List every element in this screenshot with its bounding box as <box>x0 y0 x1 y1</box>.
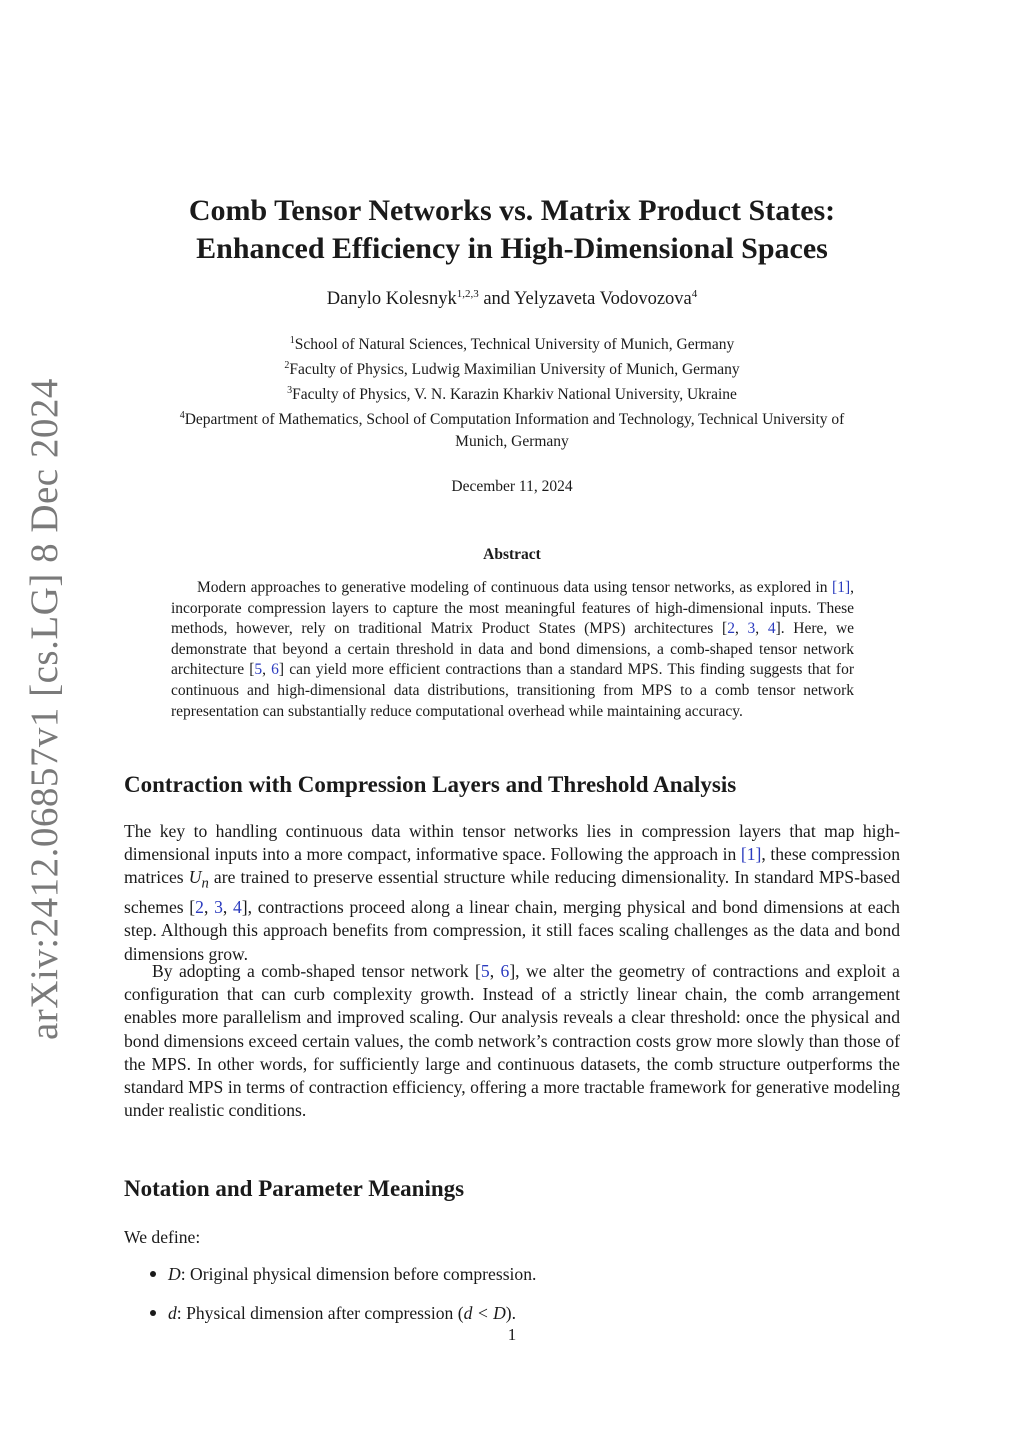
title-line-1: Comb Tensor Networks vs. Matrix Product States: <box>188 194 836 227</box>
abstract-text: ]. Here, we demonstrate that beyond a certain threshold in data and bond dimensions, a comb-shaped tensor network architecture [ <box>171 620 855 679</box>
affiliation <box>155 355 869 380</box>
paragraph-text: ], we alter the geometry of contractions and exploit a configuration that can curb complexity growth. Instead of a strictly linear chain, the comb arrangement enables more parallelism and improved scaling. Our analysis reveals a clear threshold: once the physical and bond dimensions exceed certain values, the comb network’s contraction costs grow more slowly than those of the MPS. In other words, for sufficiently large and continuous datasets, the comb structure outperforms the standard MPS in terms of contraction efficiency, offering a more tractable framework for generative modeling under realistic conditions. <box>124 961 900 1121</box>
citation-link[interactable]: 5 <box>254 661 263 679</box>
bullet-icon <box>150 1310 156 1316</box>
affiliation <box>155 330 869 355</box>
paragraph-text: are trained to preserve essential structure while reducing dimensionality. In standard MPS-based schemes [ <box>124 867 900 918</box>
citation-link[interactable]: 2 <box>195 897 204 918</box>
affiliation-list <box>155 330 869 452</box>
abstract-heading: Abstract <box>483 546 541 563</box>
author-name: Yelyzaveta Vodovozova <box>513 289 692 310</box>
citation-link[interactable]: 4 <box>767 620 776 638</box>
affiliation-mark: 2 <box>284 360 290 372</box>
body-paragraph <box>124 820 900 966</box>
citation-link[interactable]: 4 <box>232 897 242 918</box>
body-paragraph: We define: <box>124 1227 201 1247</box>
citation-separator: , <box>755 620 768 638</box>
title-line-2: Enhanced Efficiency in High-Dimensional Spaces <box>196 232 828 265</box>
publication-date: December 11, 2024 <box>451 478 573 495</box>
citation-separator: , <box>203 897 215 918</box>
citation-link[interactable]: 6 <box>271 661 279 679</box>
list-item <box>150 1264 536 1285</box>
citation-link[interactable]: 2 <box>727 620 735 638</box>
affiliation <box>155 405 869 451</box>
math-symbol: D <box>168 1264 181 1284</box>
list-item-text: ). <box>505 1303 517 1323</box>
abstract-body <box>171 578 854 722</box>
affiliation-text: Faculty of Physics, Ludwig Maximilian University of Munich, Germany <box>289 361 740 379</box>
bullet-icon <box>150 1271 156 1277</box>
citation-separator: , <box>222 897 233 918</box>
math-subscript: n <box>201 875 209 892</box>
citation-link[interactable]: 6 <box>500 961 510 981</box>
paragraph-text: By adopting a comb-shaped tensor network [ <box>152 961 481 981</box>
citation-link[interactable]: 3 <box>214 897 223 918</box>
affiliation-text: School of Natural Sciences, Technical University of Munich, Germany <box>294 336 735 354</box>
affiliation-text: Faculty of Physics, V. N. Karazin Kharkiv National University, Ukraine <box>292 386 737 404</box>
affiliation-mark: 3 <box>287 385 293 397</box>
affiliation-mark: 1 <box>289 335 295 346</box>
affiliation <box>155 380 869 405</box>
citation-separator: , <box>262 661 272 679</box>
abstract-text: Modern approaches to generative modeling of continuous data using tensor networks, as explored in <box>197 579 833 596</box>
abstract-text: , incorporate compression layers to capture the most meaningful features of high-dimensional inputs. These methods, however, rely on traditional Matrix Product States (MPS) architectures [ <box>171 579 854 638</box>
paragraph-text: ], contractions proceed along a linear chain, merging physical and bond dimensions at each step. Although this approach benefits from compression, it still faces scaling challenges as the data and bond dimensions grow. <box>124 897 900 964</box>
arxiv-identifier-stamp: arXiv:2412.06857v1 [cs.LG] 8 Dec 2024 <box>23 378 66 1040</box>
citation-link[interactable]: [1] <box>832 579 851 596</box>
math-expression: d < D <box>463 1303 506 1323</box>
math-symbol: d <box>168 1303 177 1323</box>
list-item <box>150 1303 516 1324</box>
author-conjunction: and <box>478 289 514 310</box>
citation-link[interactable]: 5 <box>480 961 490 981</box>
paper-title <box>100 192 924 268</box>
citation-separator: , <box>734 620 748 638</box>
affiliation-text: Department of Mathematics, School of Computation Information and Technology, Technical University of Munich, Germany <box>184 411 845 450</box>
citation-separator: , <box>489 961 501 981</box>
paragraph-text: The key to handling continuous data within tensor networks lies in compression layers that map high-dimensional inputs into a more compact, informative space. Following the approach in <box>124 821 900 865</box>
author-affiliation-marks: 1,2,3 <box>456 288 479 300</box>
section-heading: Notation and Parameter Meanings <box>124 1176 465 1201</box>
paragraph-text: , these compression matrices <box>124 844 900 888</box>
citation-link[interactable]: 3 <box>747 620 756 638</box>
author-list <box>100 288 924 310</box>
list-item-text: : Physical dimension after compression ( <box>176 1303 464 1323</box>
author-affiliation-marks: 4 <box>691 288 698 300</box>
affiliation-mark: 4 <box>179 410 185 422</box>
author-name: Danylo Kolesnyk <box>326 289 457 310</box>
list-item-text: : Original physical dimension before compression. <box>180 1264 537 1284</box>
abstract-text: ] can yield more efficient contractions than a standard MPS. This finding suggests that for continuous and high-dimensional data distributions, transitioning from MPS to a comb tensor network representation can substantially reduce computational overhead while maintaining accuracy. <box>171 661 854 720</box>
page-number: 1 <box>507 1325 517 1344</box>
body-paragraph <box>124 960 900 1122</box>
citation-link[interactable]: [1] <box>740 844 762 865</box>
math-symbol: U <box>188 867 202 888</box>
section-heading: Contraction with Compression Layers and Threshold Analysis <box>124 772 737 797</box>
